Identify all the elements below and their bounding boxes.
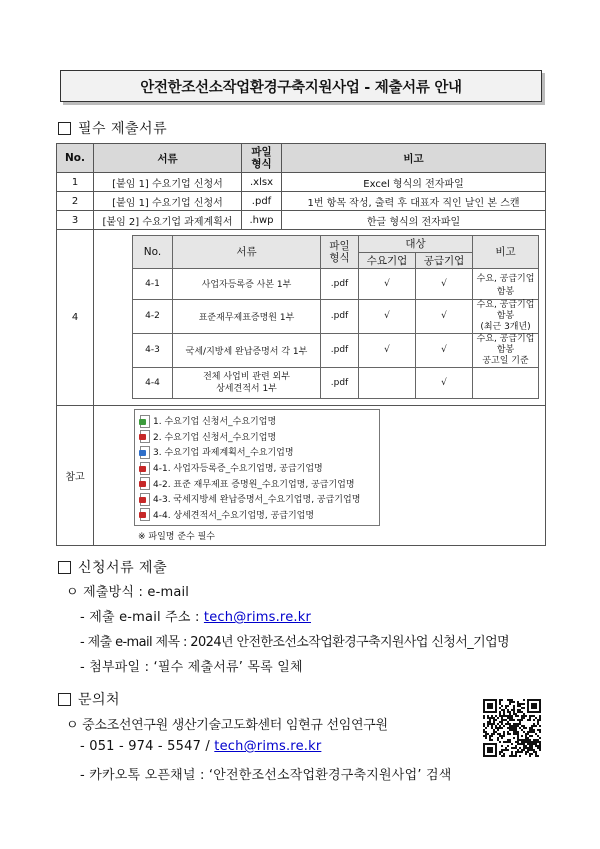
row-note: Excel 형식의 전자파일 [282,173,546,192]
sub-target-header: 대상 [359,235,473,252]
table-header-row [57,144,546,173]
sub-row-note: 수요, 공급기업 함봉 [473,268,539,299]
sub-row-note: 수요, 공급기업 함봉 공고일 기준 [473,333,539,367]
sub-row-demand-check: √ [359,299,416,333]
file-name: 3. 수요기업 과제계획서_수요기업명 [153,448,294,459]
sub-row-no: 4-1 [133,268,173,299]
section-required-docs [58,118,167,138]
col-no-header: No. [57,144,94,173]
submission-email-link[interactable]: tech@rims.re.kr [203,610,311,625]
submission-method: ㅇ 제출방식 : e-mail [66,585,190,600]
table-row-reference [57,406,546,546]
section-label: 신청서류 제출 [78,560,168,576]
sub-row-demand-check [359,367,416,398]
row-note: 1번 항목 작성, 출력 후 대표자 직인 날인 본 스캔 [282,192,546,211]
sub-format-header: 파일 형식 [321,235,359,268]
sub-row-note [473,367,539,398]
sub-row-supply-check: √ [416,333,473,367]
contact-organization: ㅇ 중소조선연구원 생산기술고도화센터 임현규 선임연구원 [66,718,388,733]
subtable-row [133,299,539,333]
file-name: 4-1. 사업자등록증_수요기업명, 공급기업명 [153,464,323,475]
sub-doc-header: 서류 [173,235,321,268]
page-title: 안전한조선소작업환경구축지원사업 - 제출서류 안내 [60,70,542,102]
square-bullet-icon [58,561,71,574]
row-note: 한글 형식의 전자파일 [282,211,546,230]
required-docs-table [56,143,546,546]
sub-row-no: 4-4 [133,367,173,398]
table-row [57,192,546,211]
sub-row-note: 수요, 공급기업 함봉 (최근 3개년) [473,299,539,333]
submission-attachment: - 첨부파일 : ‘필수 제출서류’ 목록 일체 [80,660,303,675]
pdf-file-icon [139,477,150,489]
submission-subject: - 제출 e-mail 제목 : 2024년 안전한조선소작업환경구축지원사업 신청서_기업명 [80,635,509,650]
sub-row-doc: 표준재무제표증명원 1부 [173,299,321,333]
subtable-row [133,333,539,367]
file-name-example-box [134,409,380,526]
sub-row-format: .pdf [321,367,359,398]
qr-code-icon[interactable] [483,699,541,757]
row-format: .pdf [242,192,282,211]
contact-kakao-channel: - 카카오톡 오픈채널 : ‘안전한조선소작업환경구축지원사업’ 검색 [80,768,452,783]
sub-demand-header: 수요기업 [359,252,416,268]
file-name: 4-2. 표준 재무제표 증명원_수요기업명, 공급기업명 [153,479,355,490]
excel-file-icon [139,415,150,427]
row-doc: [붙임 1] 수요기업 신청서 [94,192,242,211]
contact-phone-line [80,739,321,754]
sub-row-no: 4-3 [133,333,173,367]
sub-row-format: .pdf [321,299,359,333]
sub-supply-header: 공급기업 [416,252,473,268]
sub-row-format: .pdf [321,268,359,299]
reference-label: 참고 [57,406,94,546]
section-label: 문의처 [78,692,121,708]
section-label: 필수 제출서류 [78,121,168,137]
sub-row-supply-check: √ [416,299,473,333]
pdf-file-icon [139,508,150,520]
sub-row-supply-check: √ [416,268,473,299]
col-note-header: 비고 [282,144,546,173]
row-doc: [붙임 1] 수요기업 신청서 [94,173,242,192]
section-contact [58,689,120,709]
row-no: 4 [57,230,94,406]
sub-row-supply-check: √ [416,367,473,398]
table-row [57,211,546,230]
sub-row-doc: 사업자등록증 사본 1부 [173,268,321,299]
file-list-item [139,444,375,460]
contact-email-link[interactable]: tech@rims.re.kr [214,739,322,754]
file-name: 4-4. 상세견적서_수요기업명, 공급기업명 [153,510,315,521]
contact-phone: - 051 - 974 - 5547 / [80,739,215,754]
pdf-file-icon [139,430,150,442]
sub-row-demand-check: √ [359,333,416,367]
subtable-row [133,367,539,398]
file-list-item [139,507,375,523]
submission-address-label: - 제출 e-mail 주소 : [80,610,204,625]
col-format-header: 파일 형식 [242,144,282,173]
pdf-file-icon [139,493,150,505]
row-doc: [붙임 2] 수요기업 과제계획서 [94,211,242,230]
attachments-subtable [132,235,539,399]
hwp-file-icon [139,446,150,458]
file-name: 2. 수요기업 신청서_수요기업명 [153,432,277,443]
sub-row-doc: 전체 사업비 관련 외부 상세견적서 1부 [173,367,321,398]
sub-row-no: 4-2 [133,299,173,333]
row-no: 2 [57,192,94,211]
col-doc-header: 서류 [94,144,242,173]
row-no: 3 [57,211,94,230]
sub-row-doc: 국세/지방세 완납증명서 각 1부 [173,333,321,367]
subtable-row [133,268,539,299]
file-name: 4-3. 국세지방세 완납증명서_수요기업명, 공급기업명 [153,495,361,506]
file-list-item [139,429,375,445]
row-format: .hwp [242,211,282,230]
file-list-item [139,460,375,476]
subtable-header-row [133,235,539,252]
sub-row-demand-check: √ [359,268,416,299]
pdf-file-icon [139,462,150,474]
file-name: 1. 수요기업 신청서_수요기업명 [153,417,277,428]
file-list [139,413,375,522]
file-list-item [139,413,375,429]
submission-address-line [80,606,311,625]
sub-row-format: .pdf [321,333,359,367]
file-name-note: ※ 파일명 준수 필수 [138,532,215,543]
section-submission [58,557,167,577]
square-bullet-icon [58,122,71,135]
sub-no-header: No. [133,235,173,268]
row-no: 1 [57,173,94,192]
table-row-4 [57,230,546,406]
row-format: .xlsx [242,173,282,192]
file-list-item [139,475,375,491]
square-bullet-icon [58,693,71,706]
file-list-item [139,491,375,507]
sub-note-header: 비고 [473,235,539,268]
table-row [57,173,546,192]
